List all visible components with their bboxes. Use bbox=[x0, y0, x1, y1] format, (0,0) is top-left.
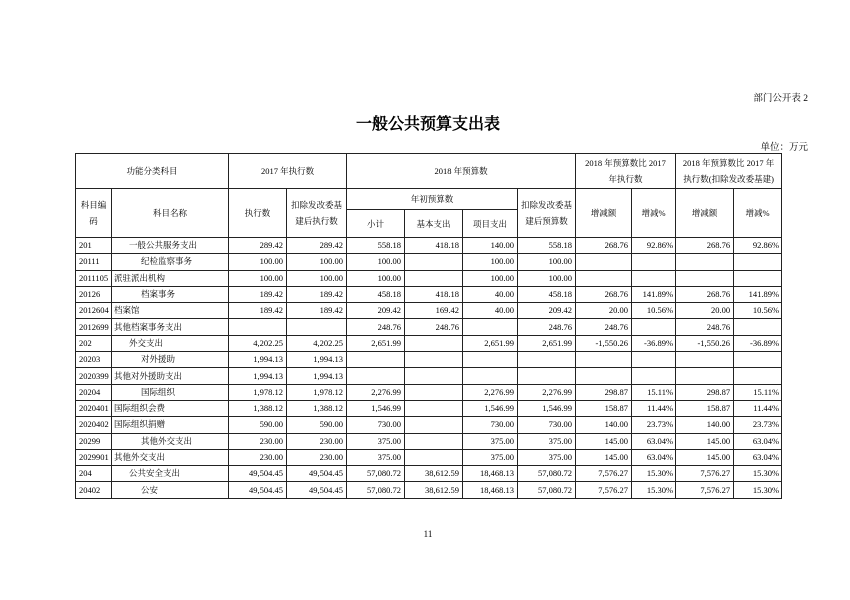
cell-change: 248.76 bbox=[576, 319, 632, 335]
cell-exec-2017: 230.00 bbox=[229, 449, 287, 465]
cell-change-pct: 10.56% bbox=[632, 303, 676, 319]
cell-name: 国际组织捐赠 bbox=[112, 417, 229, 433]
cell-name: 派驻派出机构 bbox=[112, 270, 229, 286]
cell-basic bbox=[405, 335, 463, 351]
cell-exec-2017-excl: 230.00 bbox=[287, 449, 347, 465]
table-row bbox=[76, 466, 782, 482]
cell-budget-excl: 558.18 bbox=[518, 238, 576, 254]
page-title: 一般公共预算支出表 bbox=[355, 116, 500, 133]
cell-change-pct: 23.73% bbox=[632, 417, 676, 433]
cell-change-pct bbox=[632, 270, 676, 286]
table-body bbox=[76, 238, 782, 499]
cell-change-excl: 248.76 bbox=[676, 319, 734, 335]
table-row bbox=[76, 335, 782, 351]
cell-name: 其他对外援助支出 bbox=[112, 368, 229, 384]
table-row bbox=[76, 368, 782, 384]
cell-exec-2017-excl: 49,504.45 bbox=[287, 482, 347, 498]
cell-change-pct-excl bbox=[734, 319, 782, 335]
cell-exec-2017-excl: 100.00 bbox=[287, 270, 347, 286]
cell-change bbox=[576, 368, 632, 384]
cell-name: 其他档案事务支出 bbox=[112, 319, 229, 335]
cell-project bbox=[463, 352, 518, 368]
header-change-amount: 增减额 bbox=[576, 189, 632, 238]
cell-exec-2017: 1,978.12 bbox=[229, 384, 287, 400]
header-compare: 2018 年预算数比 2017 年执行数 bbox=[576, 154, 676, 189]
cell-project: 375.00 bbox=[463, 433, 518, 449]
cell-code: 2029901 bbox=[76, 449, 112, 465]
cell-exec-2017-excl: 1,978.12 bbox=[287, 384, 347, 400]
header-basic: 基本支出 bbox=[405, 210, 463, 238]
cell-budget-excl: 248.76 bbox=[518, 319, 576, 335]
table-row bbox=[76, 400, 782, 416]
cell-budget-excl: 2,276.99 bbox=[518, 384, 576, 400]
cell-project bbox=[463, 368, 518, 384]
cell-change-pct-excl: 63.04% bbox=[734, 449, 782, 465]
header-exec-2017: 2017 年执行数 bbox=[229, 154, 347, 189]
cell-basic: 169.42 bbox=[405, 303, 463, 319]
cell-basic bbox=[405, 270, 463, 286]
cell-change: 7,576.27 bbox=[576, 482, 632, 498]
cell-subtotal: 100.00 bbox=[347, 254, 405, 270]
cell-project: 40.00 bbox=[463, 303, 518, 319]
cell-change-pct-excl: 15.11% bbox=[734, 384, 782, 400]
cell-change-pct-excl: 15.30% bbox=[734, 466, 782, 482]
cell-exec-2017-excl: 189.42 bbox=[287, 286, 347, 302]
cell-name: 一般公共服务支出 bbox=[112, 238, 229, 254]
cell-basic bbox=[405, 254, 463, 270]
cell-change-excl: 158.87 bbox=[676, 400, 734, 416]
cell-budget-excl: 57,080.72 bbox=[518, 466, 576, 482]
cell-change: 268.76 bbox=[576, 238, 632, 254]
cell-change-excl: 268.76 bbox=[676, 238, 734, 254]
cell-change-excl: -1,550.26 bbox=[676, 335, 734, 351]
cell-exec-2017 bbox=[229, 319, 287, 335]
header-exec-excl: 扣除发改委基建后执行数 bbox=[287, 189, 347, 238]
cell-subtotal: 248.76 bbox=[347, 319, 405, 335]
cell-subtotal: 730.00 bbox=[347, 417, 405, 433]
cell-name: 纪检监察事务 bbox=[112, 254, 229, 270]
cell-subtotal: 209.42 bbox=[347, 303, 405, 319]
cell-budget-excl: 2,651.99 bbox=[518, 335, 576, 351]
cell-exec-2017-excl: 1,994.13 bbox=[287, 352, 347, 368]
cell-change: 7,576.27 bbox=[576, 466, 632, 482]
cell-budget-excl: 458.18 bbox=[518, 286, 576, 302]
cell-change-pct: 15.30% bbox=[632, 466, 676, 482]
cell-code: 20204 bbox=[76, 384, 112, 400]
cell-name: 国际组织 bbox=[112, 384, 229, 400]
table-row bbox=[76, 449, 782, 465]
cell-exec-2017-excl: 189.42 bbox=[287, 303, 347, 319]
header-budget-2018: 2018 年预算数 bbox=[347, 154, 576, 189]
header-compare-excl: 2018 年预算数比 2017 年执行数(扣除发改委基建) bbox=[676, 154, 782, 189]
cell-project: 40.00 bbox=[463, 286, 518, 302]
cell-exec-2017: 189.42 bbox=[229, 303, 287, 319]
cell-exec-2017-excl: 590.00 bbox=[287, 417, 347, 433]
cell-code: 202 bbox=[76, 335, 112, 351]
cell-code: 2011105 bbox=[76, 270, 112, 286]
cell-change-pct-excl: 11.44% bbox=[734, 400, 782, 416]
cell-change-pct-excl: -36.89% bbox=[734, 335, 782, 351]
cell-change-pct: 63.04% bbox=[632, 449, 676, 465]
cell-change-pct-excl: 92.86% bbox=[734, 238, 782, 254]
cell-change-pct: 11.44% bbox=[632, 400, 676, 416]
table-header bbox=[76, 154, 782, 238]
cell-change-pct-excl: 141.89% bbox=[734, 286, 782, 302]
cell-code: 2020399 bbox=[76, 368, 112, 384]
cell-budget-excl: 100.00 bbox=[518, 254, 576, 270]
header-exec: 执行数 bbox=[229, 189, 287, 238]
table-row bbox=[76, 303, 782, 319]
cell-change-excl: 140.00 bbox=[676, 417, 734, 433]
cell-code: 204 bbox=[76, 466, 112, 482]
cell-subtotal: 100.00 bbox=[347, 270, 405, 286]
cell-change-excl bbox=[676, 368, 734, 384]
cell-change-pct: 92.86% bbox=[632, 238, 676, 254]
cell-change-pct: 15.11% bbox=[632, 384, 676, 400]
cell-exec-2017: 230.00 bbox=[229, 433, 287, 449]
cell-change-pct: 141.89% bbox=[632, 286, 676, 302]
table-row bbox=[76, 319, 782, 335]
cell-change-excl: 7,576.27 bbox=[676, 482, 734, 498]
cell-project: 100.00 bbox=[463, 270, 518, 286]
cell-change-excl: 20.00 bbox=[676, 303, 734, 319]
table-row bbox=[76, 433, 782, 449]
cell-subtotal: 57,080.72 bbox=[347, 466, 405, 482]
cell-exec-2017: 49,504.45 bbox=[229, 482, 287, 498]
budget-table bbox=[75, 153, 782, 499]
cell-name: 档案事务 bbox=[112, 286, 229, 302]
cell-change-excl: 145.00 bbox=[676, 433, 734, 449]
header-change-pct-excl: 增减% bbox=[734, 189, 782, 238]
cell-change-pct-excl bbox=[734, 254, 782, 270]
form-label: 部门公开表 2 bbox=[753, 94, 808, 104]
cell-code: 2020401 bbox=[76, 400, 112, 416]
cell-exec-2017: 289.42 bbox=[229, 238, 287, 254]
cell-name: 对外援助 bbox=[112, 352, 229, 368]
table-row bbox=[76, 254, 782, 270]
cell-exec-2017-excl: 100.00 bbox=[287, 254, 347, 270]
cell-code: 20126 bbox=[76, 286, 112, 302]
cell-code: 2012699 bbox=[76, 319, 112, 335]
cell-budget-excl: 57,080.72 bbox=[518, 482, 576, 498]
header-row bbox=[76, 189, 782, 210]
cell-project: 18,468.13 bbox=[463, 466, 518, 482]
cell-change-pct-excl bbox=[734, 352, 782, 368]
cell-change-excl: 145.00 bbox=[676, 449, 734, 465]
header-subtotal: 小计 bbox=[347, 210, 405, 238]
cell-code: 20402 bbox=[76, 482, 112, 498]
cell-exec-2017: 4,202.25 bbox=[229, 335, 287, 351]
cell-basic: 418.18 bbox=[405, 238, 463, 254]
table-row bbox=[76, 238, 782, 254]
cell-basic bbox=[405, 433, 463, 449]
cell-code: 201 bbox=[76, 238, 112, 254]
cell-subtotal: 2,276.99 bbox=[347, 384, 405, 400]
cell-basic bbox=[405, 352, 463, 368]
cell-basic: 418.18 bbox=[405, 286, 463, 302]
header-change-amount-excl: 增减额 bbox=[676, 189, 734, 238]
cell-change-excl bbox=[676, 352, 734, 368]
header-code: 科目编码 bbox=[76, 189, 112, 238]
cell-project: 730.00 bbox=[463, 417, 518, 433]
cell-project: 2,651.99 bbox=[463, 335, 518, 351]
cell-change: 298.87 bbox=[576, 384, 632, 400]
cell-project: 375.00 bbox=[463, 449, 518, 465]
cell-budget-excl bbox=[518, 352, 576, 368]
cell-subtotal bbox=[347, 352, 405, 368]
cell-change: 145.00 bbox=[576, 433, 632, 449]
cell-exec-2017: 590.00 bbox=[229, 417, 287, 433]
header-name: 科目名称 bbox=[112, 189, 229, 238]
cell-change bbox=[576, 254, 632, 270]
cell-change: 140.00 bbox=[576, 417, 632, 433]
cell-exec-2017: 1,388.12 bbox=[229, 400, 287, 416]
cell-change-pct-excl: 10.56% bbox=[734, 303, 782, 319]
cell-exec-2017: 1,994.13 bbox=[229, 368, 287, 384]
table-row bbox=[76, 417, 782, 433]
cell-code: 20299 bbox=[76, 433, 112, 449]
cell-exec-2017-excl bbox=[287, 319, 347, 335]
cell-basic bbox=[405, 384, 463, 400]
cell-budget-excl: 375.00 bbox=[518, 449, 576, 465]
cell-exec-2017: 49,504.45 bbox=[229, 466, 287, 482]
table-row bbox=[76, 482, 782, 498]
cell-basic bbox=[405, 449, 463, 465]
cell-exec-2017: 100.00 bbox=[229, 270, 287, 286]
cell-exec-2017-excl: 230.00 bbox=[287, 433, 347, 449]
cell-project bbox=[463, 319, 518, 335]
cell-change-pct: -36.89% bbox=[632, 335, 676, 351]
cell-change: 268.76 bbox=[576, 286, 632, 302]
cell-code: 2012604 bbox=[76, 303, 112, 319]
cell-change-pct bbox=[632, 319, 676, 335]
table-row bbox=[76, 384, 782, 400]
header-initial-budget: 年初预算数 bbox=[347, 189, 518, 210]
cell-change-pct bbox=[632, 254, 676, 270]
cell-project: 100.00 bbox=[463, 254, 518, 270]
cell-project: 18,468.13 bbox=[463, 482, 518, 498]
cell-subtotal: 558.18 bbox=[347, 238, 405, 254]
cell-change-excl bbox=[676, 254, 734, 270]
cell-change-pct-excl: 23.73% bbox=[734, 417, 782, 433]
cell-basic: 248.76 bbox=[405, 319, 463, 335]
cell-change-excl: 268.76 bbox=[676, 286, 734, 302]
cell-name: 国际组织会费 bbox=[112, 400, 229, 416]
unit-label: 单位：万元 bbox=[760, 143, 808, 153]
cell-change-pct: 63.04% bbox=[632, 433, 676, 449]
cell-change: 20.00 bbox=[576, 303, 632, 319]
cell-budget-excl: 730.00 bbox=[518, 417, 576, 433]
cell-budget-excl: 100.00 bbox=[518, 270, 576, 286]
cell-exec-2017: 1,994.13 bbox=[229, 352, 287, 368]
cell-change-pct: 15.30% bbox=[632, 482, 676, 498]
cell-project: 1,546.99 bbox=[463, 400, 518, 416]
cell-subtotal: 375.00 bbox=[347, 433, 405, 449]
cell-change-pct-excl: 63.04% bbox=[734, 433, 782, 449]
cell-budget-excl: 209.42 bbox=[518, 303, 576, 319]
cell-change: -1,550.26 bbox=[576, 335, 632, 351]
cell-name: 公安 bbox=[112, 482, 229, 498]
header-row bbox=[76, 154, 782, 189]
cell-code: 2020402 bbox=[76, 417, 112, 433]
cell-exec-2017: 100.00 bbox=[229, 254, 287, 270]
cell-budget-excl: 375.00 bbox=[518, 433, 576, 449]
cell-code: 20203 bbox=[76, 352, 112, 368]
cell-exec-2017-excl: 49,504.45 bbox=[287, 466, 347, 482]
cell-exec-2017: 189.42 bbox=[229, 286, 287, 302]
cell-basic bbox=[405, 400, 463, 416]
cell-subtotal bbox=[347, 368, 405, 384]
cell-budget-excl: 1,546.99 bbox=[518, 400, 576, 416]
cell-change-excl: 298.87 bbox=[676, 384, 734, 400]
cell-change-excl bbox=[676, 270, 734, 286]
table-row bbox=[76, 352, 782, 368]
cell-name: 其他外交支出 bbox=[112, 449, 229, 465]
cell-change-excl: 7,576.27 bbox=[676, 466, 734, 482]
cell-name: 外交支出 bbox=[112, 335, 229, 351]
cell-basic bbox=[405, 417, 463, 433]
cell-subtotal: 1,546.99 bbox=[347, 400, 405, 416]
cell-basic: 38,612.59 bbox=[405, 482, 463, 498]
cell-project: 140.00 bbox=[463, 238, 518, 254]
cell-basic: 38,612.59 bbox=[405, 466, 463, 482]
cell-change bbox=[576, 352, 632, 368]
table-row bbox=[76, 270, 782, 286]
cell-change-pct bbox=[632, 352, 676, 368]
header-function-category: 功能分类科目 bbox=[76, 154, 229, 189]
cell-change-pct-excl: 15.30% bbox=[734, 482, 782, 498]
cell-subtotal: 375.00 bbox=[347, 449, 405, 465]
cell-name: 档案馆 bbox=[112, 303, 229, 319]
cell-exec-2017-excl: 289.42 bbox=[287, 238, 347, 254]
cell-project: 2,276.99 bbox=[463, 384, 518, 400]
header-change-pct: 增减% bbox=[632, 189, 676, 238]
cell-name: 公共安全支出 bbox=[112, 466, 229, 482]
cell-change-pct-excl bbox=[734, 368, 782, 384]
cell-change-pct-excl bbox=[734, 270, 782, 286]
cell-subtotal: 2,651.99 bbox=[347, 335, 405, 351]
cell-subtotal: 57,080.72 bbox=[347, 482, 405, 498]
cell-budget-excl bbox=[518, 368, 576, 384]
cell-change: 145.00 bbox=[576, 449, 632, 465]
cell-code: 20111 bbox=[76, 254, 112, 270]
cell-exec-2017-excl: 1,388.12 bbox=[287, 400, 347, 416]
table-row bbox=[76, 286, 782, 302]
cell-exec-2017-excl: 1,994.13 bbox=[287, 368, 347, 384]
cell-basic bbox=[405, 368, 463, 384]
cell-name: 其他外交支出 bbox=[112, 433, 229, 449]
cell-subtotal: 458.18 bbox=[347, 286, 405, 302]
header-budget-excl: 扣除发改委基建后预算数 bbox=[518, 189, 576, 238]
cell-exec-2017-excl: 4,202.25 bbox=[287, 335, 347, 351]
header-project: 项目支出 bbox=[463, 210, 518, 238]
cell-change: 158.87 bbox=[576, 400, 632, 416]
cell-change bbox=[576, 270, 632, 286]
page-number: 11 bbox=[423, 529, 433, 539]
cell-change-pct bbox=[632, 368, 676, 384]
